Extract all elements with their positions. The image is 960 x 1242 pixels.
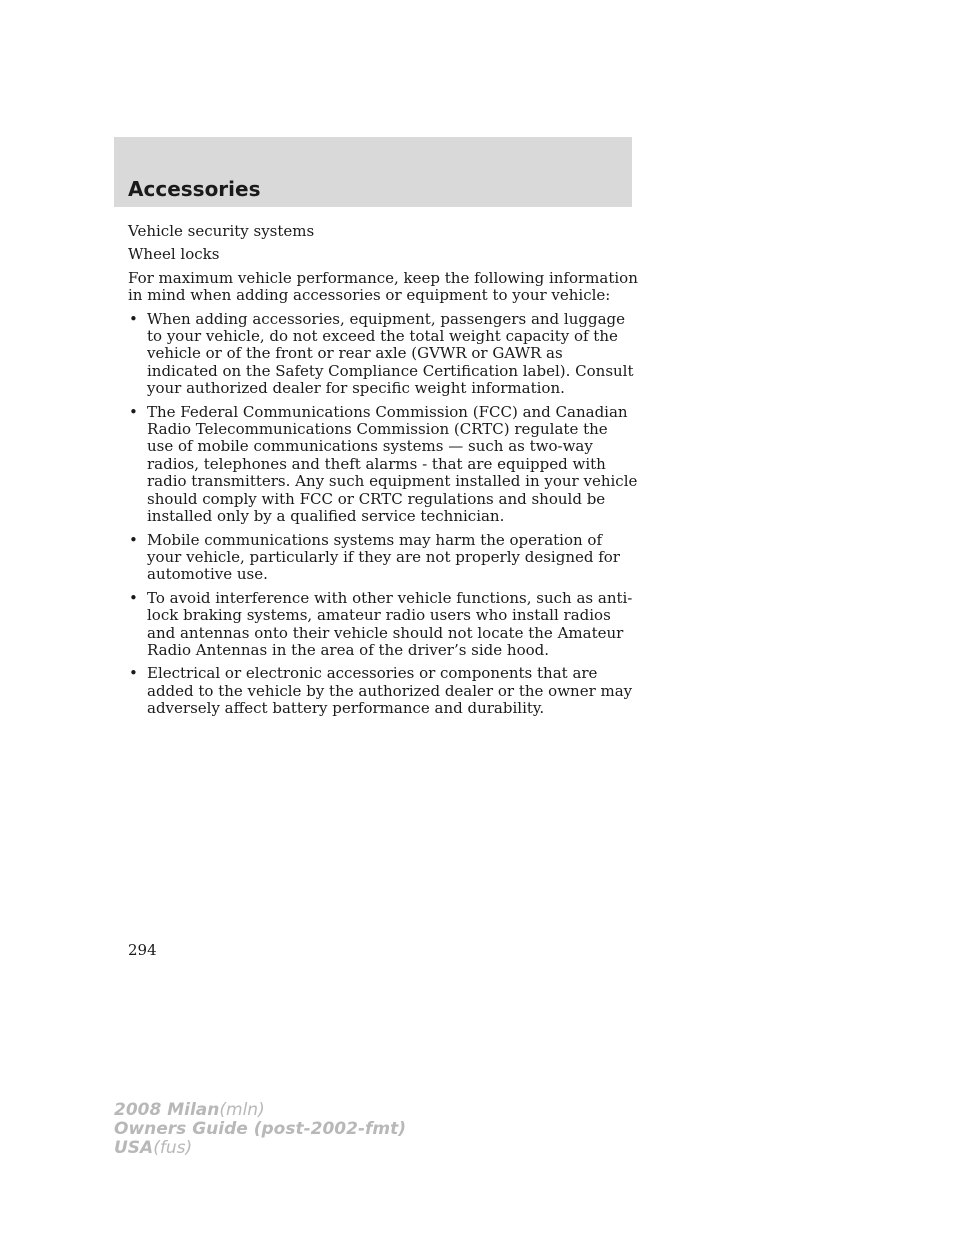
footer-market-line: [114, 1139, 406, 1158]
list-item: [128, 532, 638, 584]
bullet-icon: •: [129, 402, 138, 421]
footer-guide-line: [114, 1120, 406, 1139]
paragraph-wheel-locks: Wheel locks: [128, 245, 220, 264]
document-footer: [114, 1101, 406, 1158]
bullet-icon: •: [129, 309, 138, 328]
list-item-text: When adding accessories, equipment, passengers and luggage to your vehicle, do not exceed the total weight capacity of the vehicle or of the front or rear axle (GVWR or GAWR as indicated on the Safety Compliance Certification label). Consult your authorized dealer for specific weight information.: [147, 309, 634, 398]
list-item: [128, 590, 638, 660]
list-item-text: Mobile communications systems may harm the operation of your vehicle, particularly if they are not properly designed for automotive use.: [147, 530, 620, 584]
list-item: [128, 404, 638, 526]
page-number: 294: [128, 941, 157, 959]
section-header-band: [114, 137, 632, 207]
bullet-icon: •: [129, 664, 138, 683]
footer-model: 2008 Milan: [114, 1100, 220, 1120]
footer-market: USA: [114, 1138, 154, 1158]
list-item-text: The Federal Communications Commission (FCC) and Canadian Radio Telecommunications Commission (CRTC) regulate the use of mobile communications systems — such as two-way radios, telephones and theft alarms - that are equipped with radio transmitters. Any such equipment installed in your vehicle should comply with FCC or CRTC regulations and should be installed only by a qualified service technician.: [147, 402, 638, 526]
footer-model-line: [114, 1101, 406, 1120]
footer-model-code: (mln): [219, 1100, 265, 1120]
bullet-icon: •: [129, 588, 138, 607]
list-item: [128, 311, 638, 398]
list-item-text: Electrical or electronic accessories or components that are added to the vehicle by the authorized dealer or the owner may adversely affect battery performance and durability.: [147, 664, 633, 718]
paragraph-security-systems: Vehicle security systems: [128, 222, 315, 240]
page-content: [128, 223, 638, 724]
list-item-text: To avoid interference with other vehicle functions, such as anti-lock braking systems, amateur radio users who install radios and antennas onto their vehicle should not locate the Amateur Radio Antennas in the area of the driver’s side hood.: [147, 588, 633, 659]
footer-guide: Owners Guide (post-2002-fmt): [114, 1119, 407, 1139]
section-title: Accessories: [128, 177, 261, 201]
paragraph-intro: For maximum vehicle performance, keep the following information in mind when adding accessories or equipment to your vehicle:: [128, 268, 638, 305]
list-item: [128, 665, 638, 717]
footer-market-code: (fus): [153, 1138, 193, 1158]
bullet-icon: •: [129, 530, 138, 549]
bullet-list: [128, 311, 638, 718]
